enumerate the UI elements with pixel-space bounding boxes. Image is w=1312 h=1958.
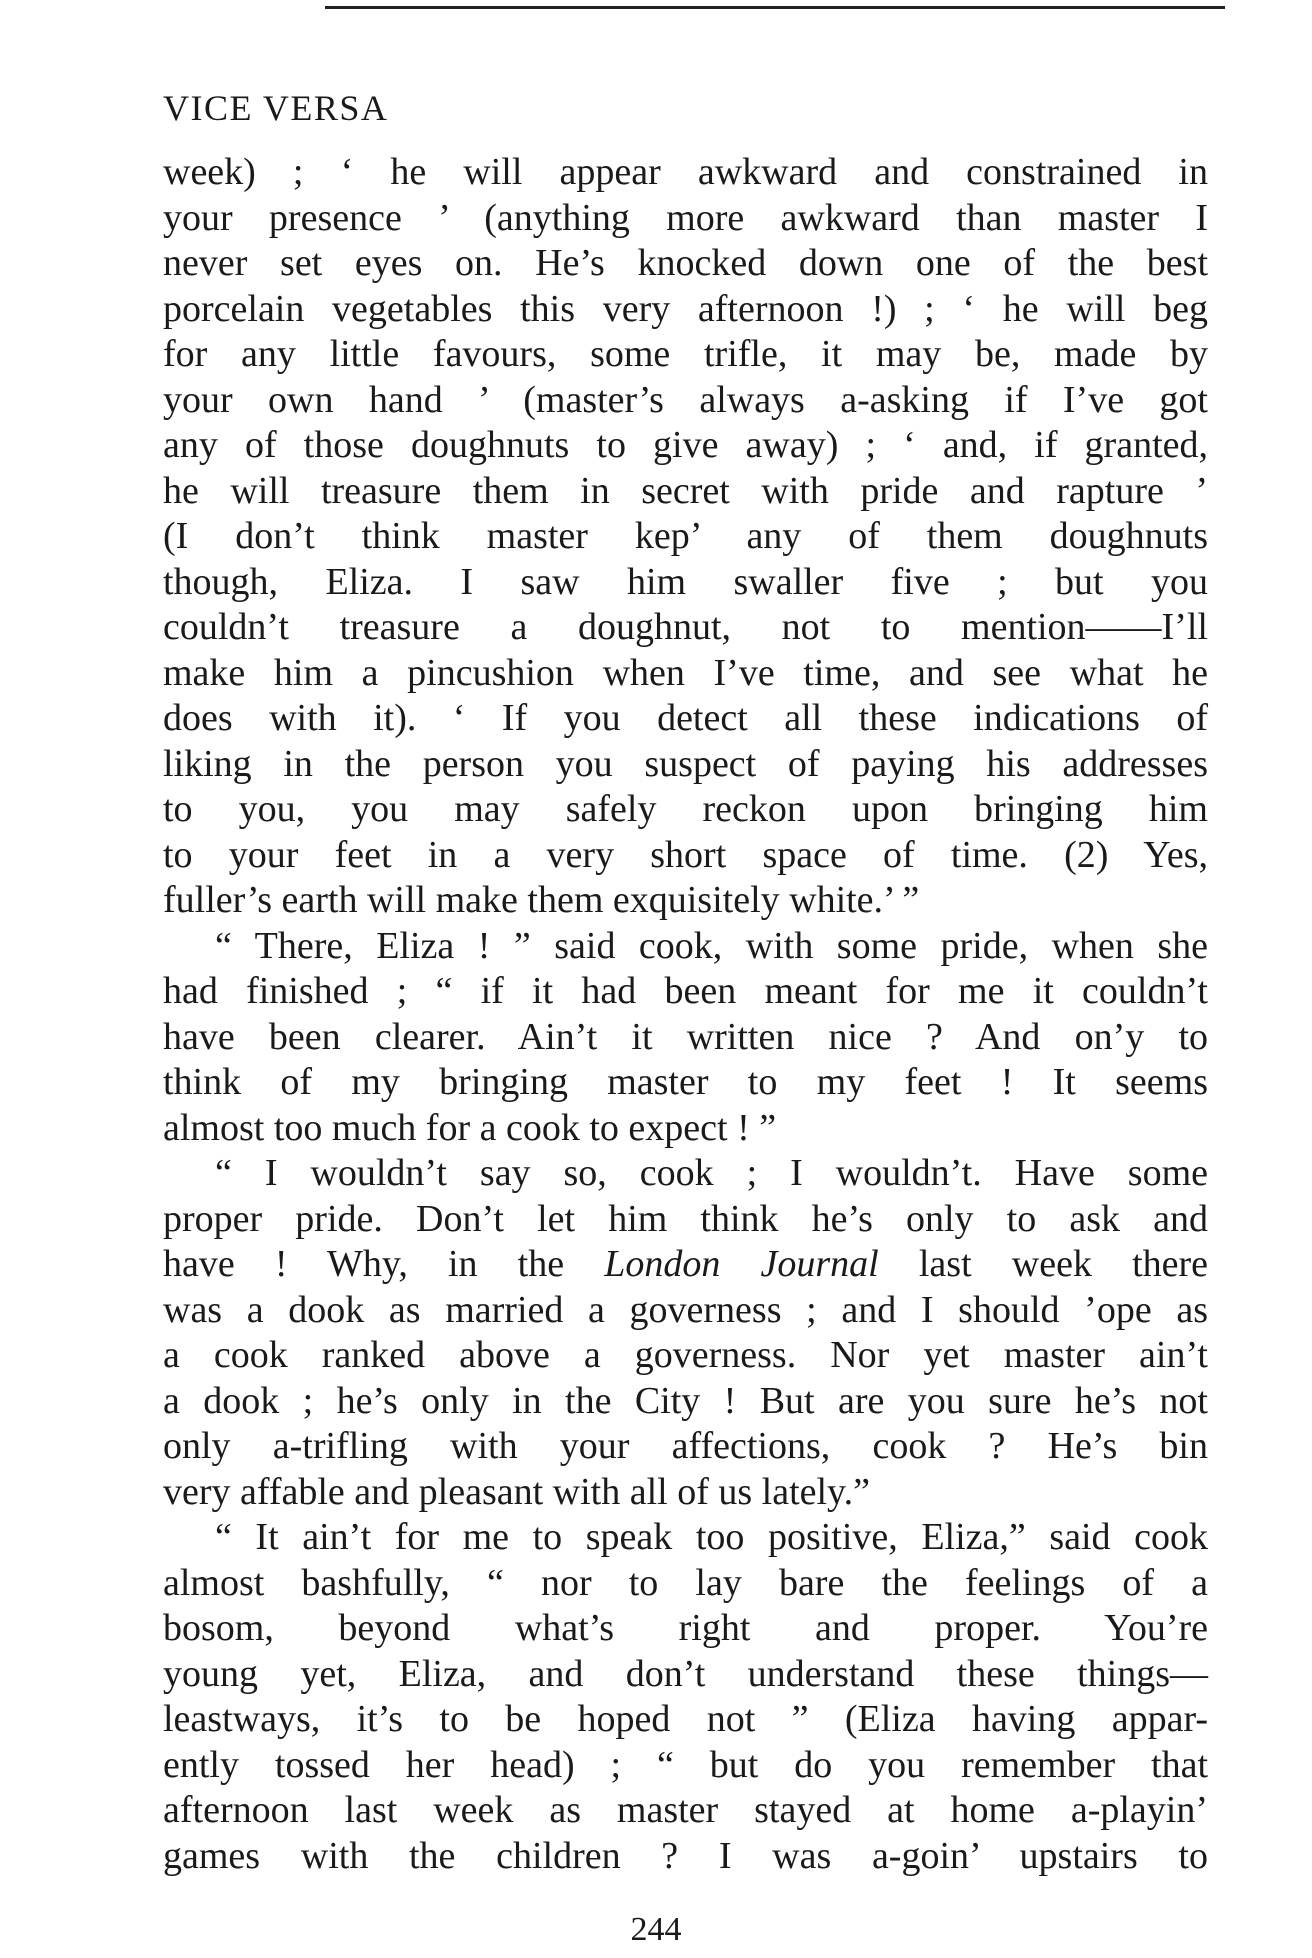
text-line: only a-trifling with your affections, cook ? He’s bin bbox=[163, 1425, 1208, 1467]
running-head: VICE VERSA bbox=[163, 88, 389, 128]
text-line: couldn’t treasure a doughnut, not to mention——I’ll bbox=[163, 606, 1208, 648]
text-line: “ I wouldn’t say so, cook ; I wouldn’t. Have some bbox=[215, 1152, 1208, 1194]
text-line: leastways, it’s to be hoped not ” (Eliza having appar- bbox=[163, 1698, 1208, 1740]
text-line: have been clearer. Ain’t it written nice ? And on’y to bbox=[163, 1015, 1208, 1058]
text-line: very affable and pleasant with all of us lately.” bbox=[163, 1470, 870, 1513]
text-line: porcelain vegetables this very afternoon !) ; ‘ he will beg bbox=[163, 287, 1208, 330]
text-line: to your feet in a very short space of time. (2) Yes, bbox=[163, 833, 1208, 876]
text-line: does with it). ‘ If you detect all these indications of bbox=[163, 697, 1208, 739]
text-line: “ There, Eliza ! ” said cook, with some pride, when she bbox=[215, 924, 1208, 967]
text-line: your presence ’ (anything more awkward than master I bbox=[163, 196, 1208, 239]
text-line: any of those doughnuts to give away) ; ‘ and, if granted, bbox=[163, 424, 1208, 466]
text-segment: last week there bbox=[918, 1243, 1209, 1285]
text-line: had finished ; “ if it had been meant for me it couldn’t bbox=[163, 970, 1208, 1012]
body-text bbox=[163, 150, 1208, 1879]
text-line: (I don’t think master kep’ any of them doughnuts bbox=[163, 515, 1208, 557]
text-line: almost too much for a cook to expect ! ” bbox=[163, 1106, 777, 1149]
text-line: week) ; ‘ he will appear awkward and constrained in bbox=[163, 151, 1208, 193]
text-line: for any little favours, some trifle, it may be, made by bbox=[163, 333, 1208, 375]
text-line: games with the children ? I was a-goin’ upstairs to bbox=[163, 1834, 1208, 1877]
text-line: a cook ranked above a governess. Nor yet master ain’t bbox=[163, 1334, 1208, 1376]
text-line: your own hand ’ (master’s always a-asking if I’ve got bbox=[163, 378, 1208, 421]
italic-title: London Journal bbox=[604, 1243, 879, 1285]
text-line: liking in the person you suspect of paying his addresses bbox=[163, 742, 1208, 785]
text-line: almost bashfully, “ nor to lay bare the feelings of a bbox=[163, 1561, 1208, 1604]
text-line: was a dook as married a governess ; and I should ’ope as bbox=[163, 1288, 1208, 1331]
text-line: a dook ; he’s only in the City ! But are you sure he’s not bbox=[163, 1379, 1208, 1422]
text-line: fuller’s earth will make them exquisitely white.’ ” bbox=[163, 879, 920, 921]
text-line: bosom, beyond what’s right and proper. You’re bbox=[163, 1607, 1208, 1649]
top-rule bbox=[325, 6, 1225, 9]
text-segment: have ! Why, in the bbox=[163, 1243, 565, 1285]
text-line: afternoon last week as master stayed at home a-playin’ bbox=[163, 1789, 1208, 1831]
text-line: never set eyes on. He’s knocked down one of the best bbox=[163, 242, 1208, 284]
text-line: think of my bringing master to my feet ! It seems bbox=[163, 1061, 1208, 1103]
text-line: ently tossed her head) ; “ but do you remember that bbox=[163, 1743, 1208, 1786]
text-line: make him a pincushion when I’ve time, and see what he bbox=[163, 651, 1208, 694]
text-line: he will treasure them in secret with pride and rapture ’ bbox=[163, 469, 1208, 512]
page-number: 244 bbox=[630, 1911, 682, 1948]
text-line: though, Eliza. I saw him swaller five ; but you bbox=[163, 560, 1208, 603]
text-line: young yet, Eliza, and don’t understand these things— bbox=[163, 1652, 1208, 1695]
text-line: proper pride. Don’t let him think he’s only to ask and bbox=[163, 1197, 1208, 1240]
text-line-with-italic bbox=[163, 1242, 1208, 1288]
text-line: to you, you may safely reckon upon bringing him bbox=[163, 788, 1208, 830]
text-line: “ It ain’t for me to speak too positive, Eliza,” said cook bbox=[215, 1516, 1208, 1558]
